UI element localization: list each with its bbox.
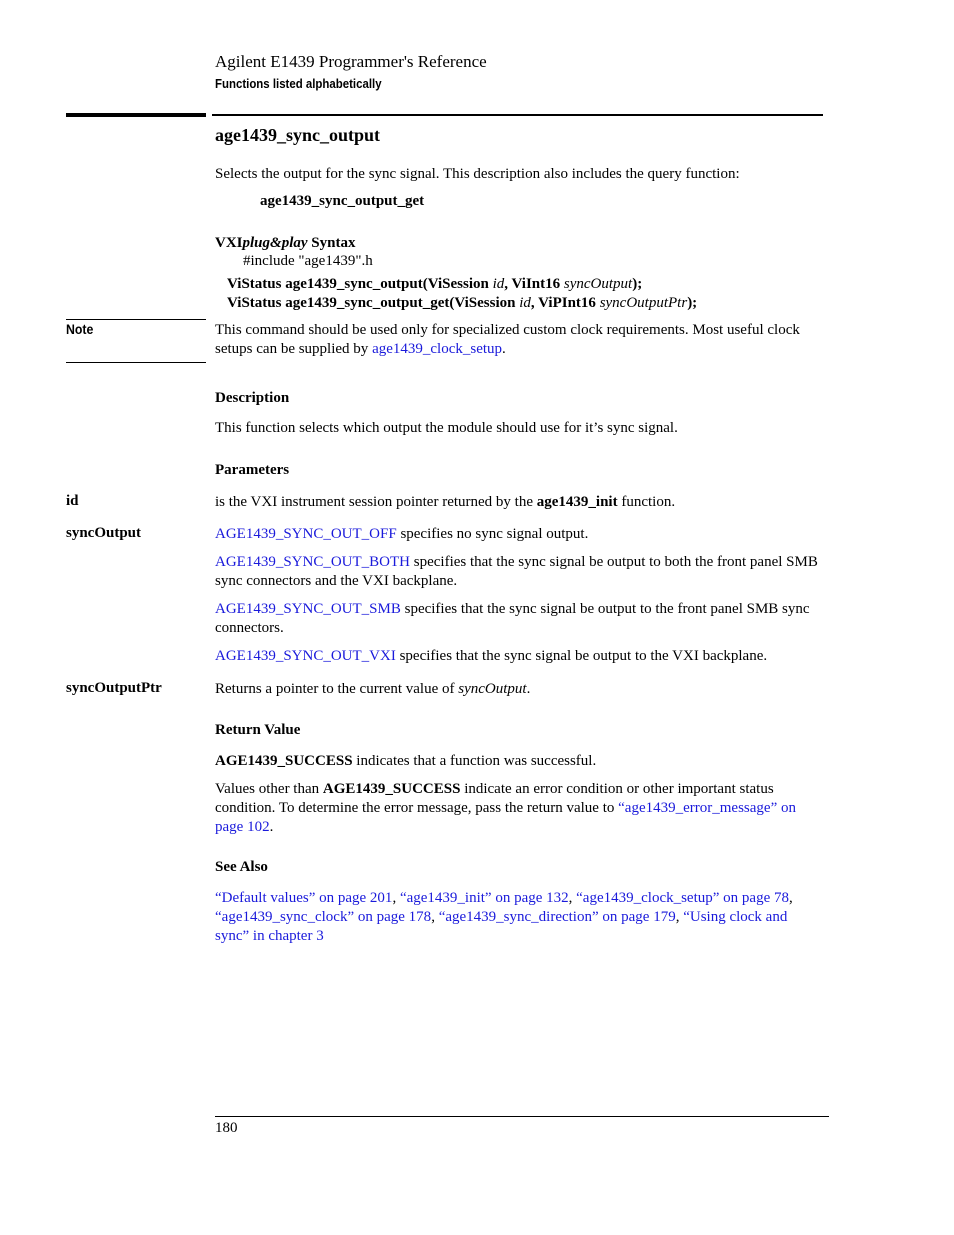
see-also-separator: , [788,890,793,906]
include-line: #include "age1439".h [243,253,373,269]
syntax-line-1-c: , ViInt16 [504,276,564,292]
syntax-heading-italic: plug&play [242,235,308,251]
header-rule-thin [212,114,823,116]
return-value-line-2-after: . [269,819,274,835]
see-also-separator: , [675,909,684,925]
param-syncoutputptr-italic: syncOutput [458,681,527,697]
parameters-heading: Parameters [215,462,290,478]
syntax-heading-suffix: Syntax [307,235,356,251]
section-subtitle: Functions listed alphabetically [215,76,382,91]
see-also-separator: , [568,890,577,906]
sync-out-off-link[interactable]: AGE1439_SYNC_OUT_OFF [215,526,397,542]
return-value-line-2-before: Values other than [215,781,323,797]
param-id-text [215,493,825,512]
syntax-line-1-param-syncoutput: syncOutput [563,276,633,292]
syntax-line-2-c: , ViPInt16 [530,295,600,311]
return-value-line-1-text: indicates that a function was successful. [352,753,597,769]
syntax-line-2-e: ); [687,295,698,311]
note-text-after: . [502,341,506,357]
clock-setup-link[interactable]: age1439_clock_setup [372,341,503,357]
query-function-name: age1439_sync_output_get [260,193,425,209]
note-rule-bottom [66,362,206,363]
sync-out-off-text: specifies no sync signal output. [396,526,589,542]
page-number: 180 [215,1120,238,1136]
syntax-line-1-a: ViStatus age1439_sync_output(ViSession [227,276,493,292]
see-also-separator: , [392,890,400,906]
syntax-line-2-param-id: id [519,295,531,311]
description-text: This function selects which output the module should use for it’s sync signal. [215,420,678,436]
see-also-link-init[interactable]: “age1439_init” on page 132 [399,890,569,906]
see-also-separator: , [431,909,439,925]
param-syncoutput-item [215,553,825,591]
success-constant: AGE1439_SUCCESS [322,781,461,797]
sync-out-both-text: specifies that the sync signal be output to both the front panel SMB sync connectors and the VXI backplane. [215,554,818,589]
syntax-line-2-param-syncoutputptr: syncOutputPtr [599,295,688,311]
see-also-links [215,889,825,946]
param-syncoutputptr-text [215,680,825,699]
sync-out-vxi-link[interactable]: AGE1439_SYNC_OUT_VXI [215,648,396,664]
intro-text: Selects the output for the sync signal. This description also includes the query function: [215,166,740,182]
syntax-line-2 [227,295,697,312]
return-value-line-1 [215,752,825,771]
sync-out-smb-text: specifies that the sync signal be output to the front panel SMB sync connectors. [215,601,810,636]
function-title: age1439_sync_output [215,125,381,145]
param-id-text-after: function. [617,494,676,510]
syntax-heading-prefix: VXI [215,235,243,251]
see-also-link-sync-clock[interactable]: “age1439_sync_clock” on page 178 [215,909,432,925]
syntax-line-2-a: ViStatus age1439_sync_output_get(ViSession [227,295,520,311]
return-value-heading: Return Value [215,722,301,738]
syntax-line-1-e: ); [632,276,643,292]
syntax-line-1-param-id: id [492,276,505,292]
see-also-link-clock-setup[interactable]: “age1439_clock_setup” on page 78 [576,890,789,906]
sync-out-vxi-text: specifies that the sync signal be output to the VXI backplane. [395,648,768,664]
description-heading: Description [215,390,290,406]
param-syncoutput-item [215,600,825,638]
param-syncoutput-label: syncOutput [66,525,142,541]
sync-out-both-link[interactable]: AGE1439_SYNC_OUT_BOTH [215,554,410,570]
footer-rule [215,1116,829,1117]
note-text-before: This command should be used only for specialized custom clock requirements. Most useful clock setups can be supplied by [215,322,800,357]
document-title: Agilent E1439 Programmer's Reference [215,52,487,71]
see-also-link-sync-direction[interactable]: “age1439_sync_direction” on page 179 [438,909,676,925]
see-also-link-default-values[interactable]: “Default values” on page 201 [215,890,393,906]
param-id-init-function: age1439_init [536,494,618,510]
return-value-line-2-mid: indicate an error condition or other important status condition. To determine the error message, pass the return value to [215,781,774,816]
param-syncoutputptr-text-after: . [526,681,531,697]
sync-out-smb-link[interactable]: AGE1439_SYNC_OUT_SMB [215,601,401,617]
error-message-link[interactable]: “age1439_error_message” on page 102 [215,800,796,835]
param-id-text-before: is the VXI instrument session pointer returned by the [215,494,537,510]
param-id-label: id [66,493,79,509]
header-rule-thick [66,113,206,117]
syntax-line-1 [227,276,642,293]
note-label: Note [66,321,94,337]
param-syncoutputptr-label: syncOutputPtr [66,680,162,696]
see-also-heading: See Also [215,859,268,875]
param-syncoutput-item [215,647,825,666]
param-syncoutput-item [215,525,825,544]
note-text [215,321,825,359]
syntax-heading [215,235,355,252]
param-syncoutputptr-text-before: Returns a pointer to the current value of [215,681,459,697]
note-rule-top [66,319,206,320]
see-also-link-using-clock-and-sync[interactable]: “Using clock and sync” in chapter 3 [215,909,788,944]
return-value-line-2 [215,780,825,837]
success-constant: AGE1439_SUCCESS [215,753,353,769]
